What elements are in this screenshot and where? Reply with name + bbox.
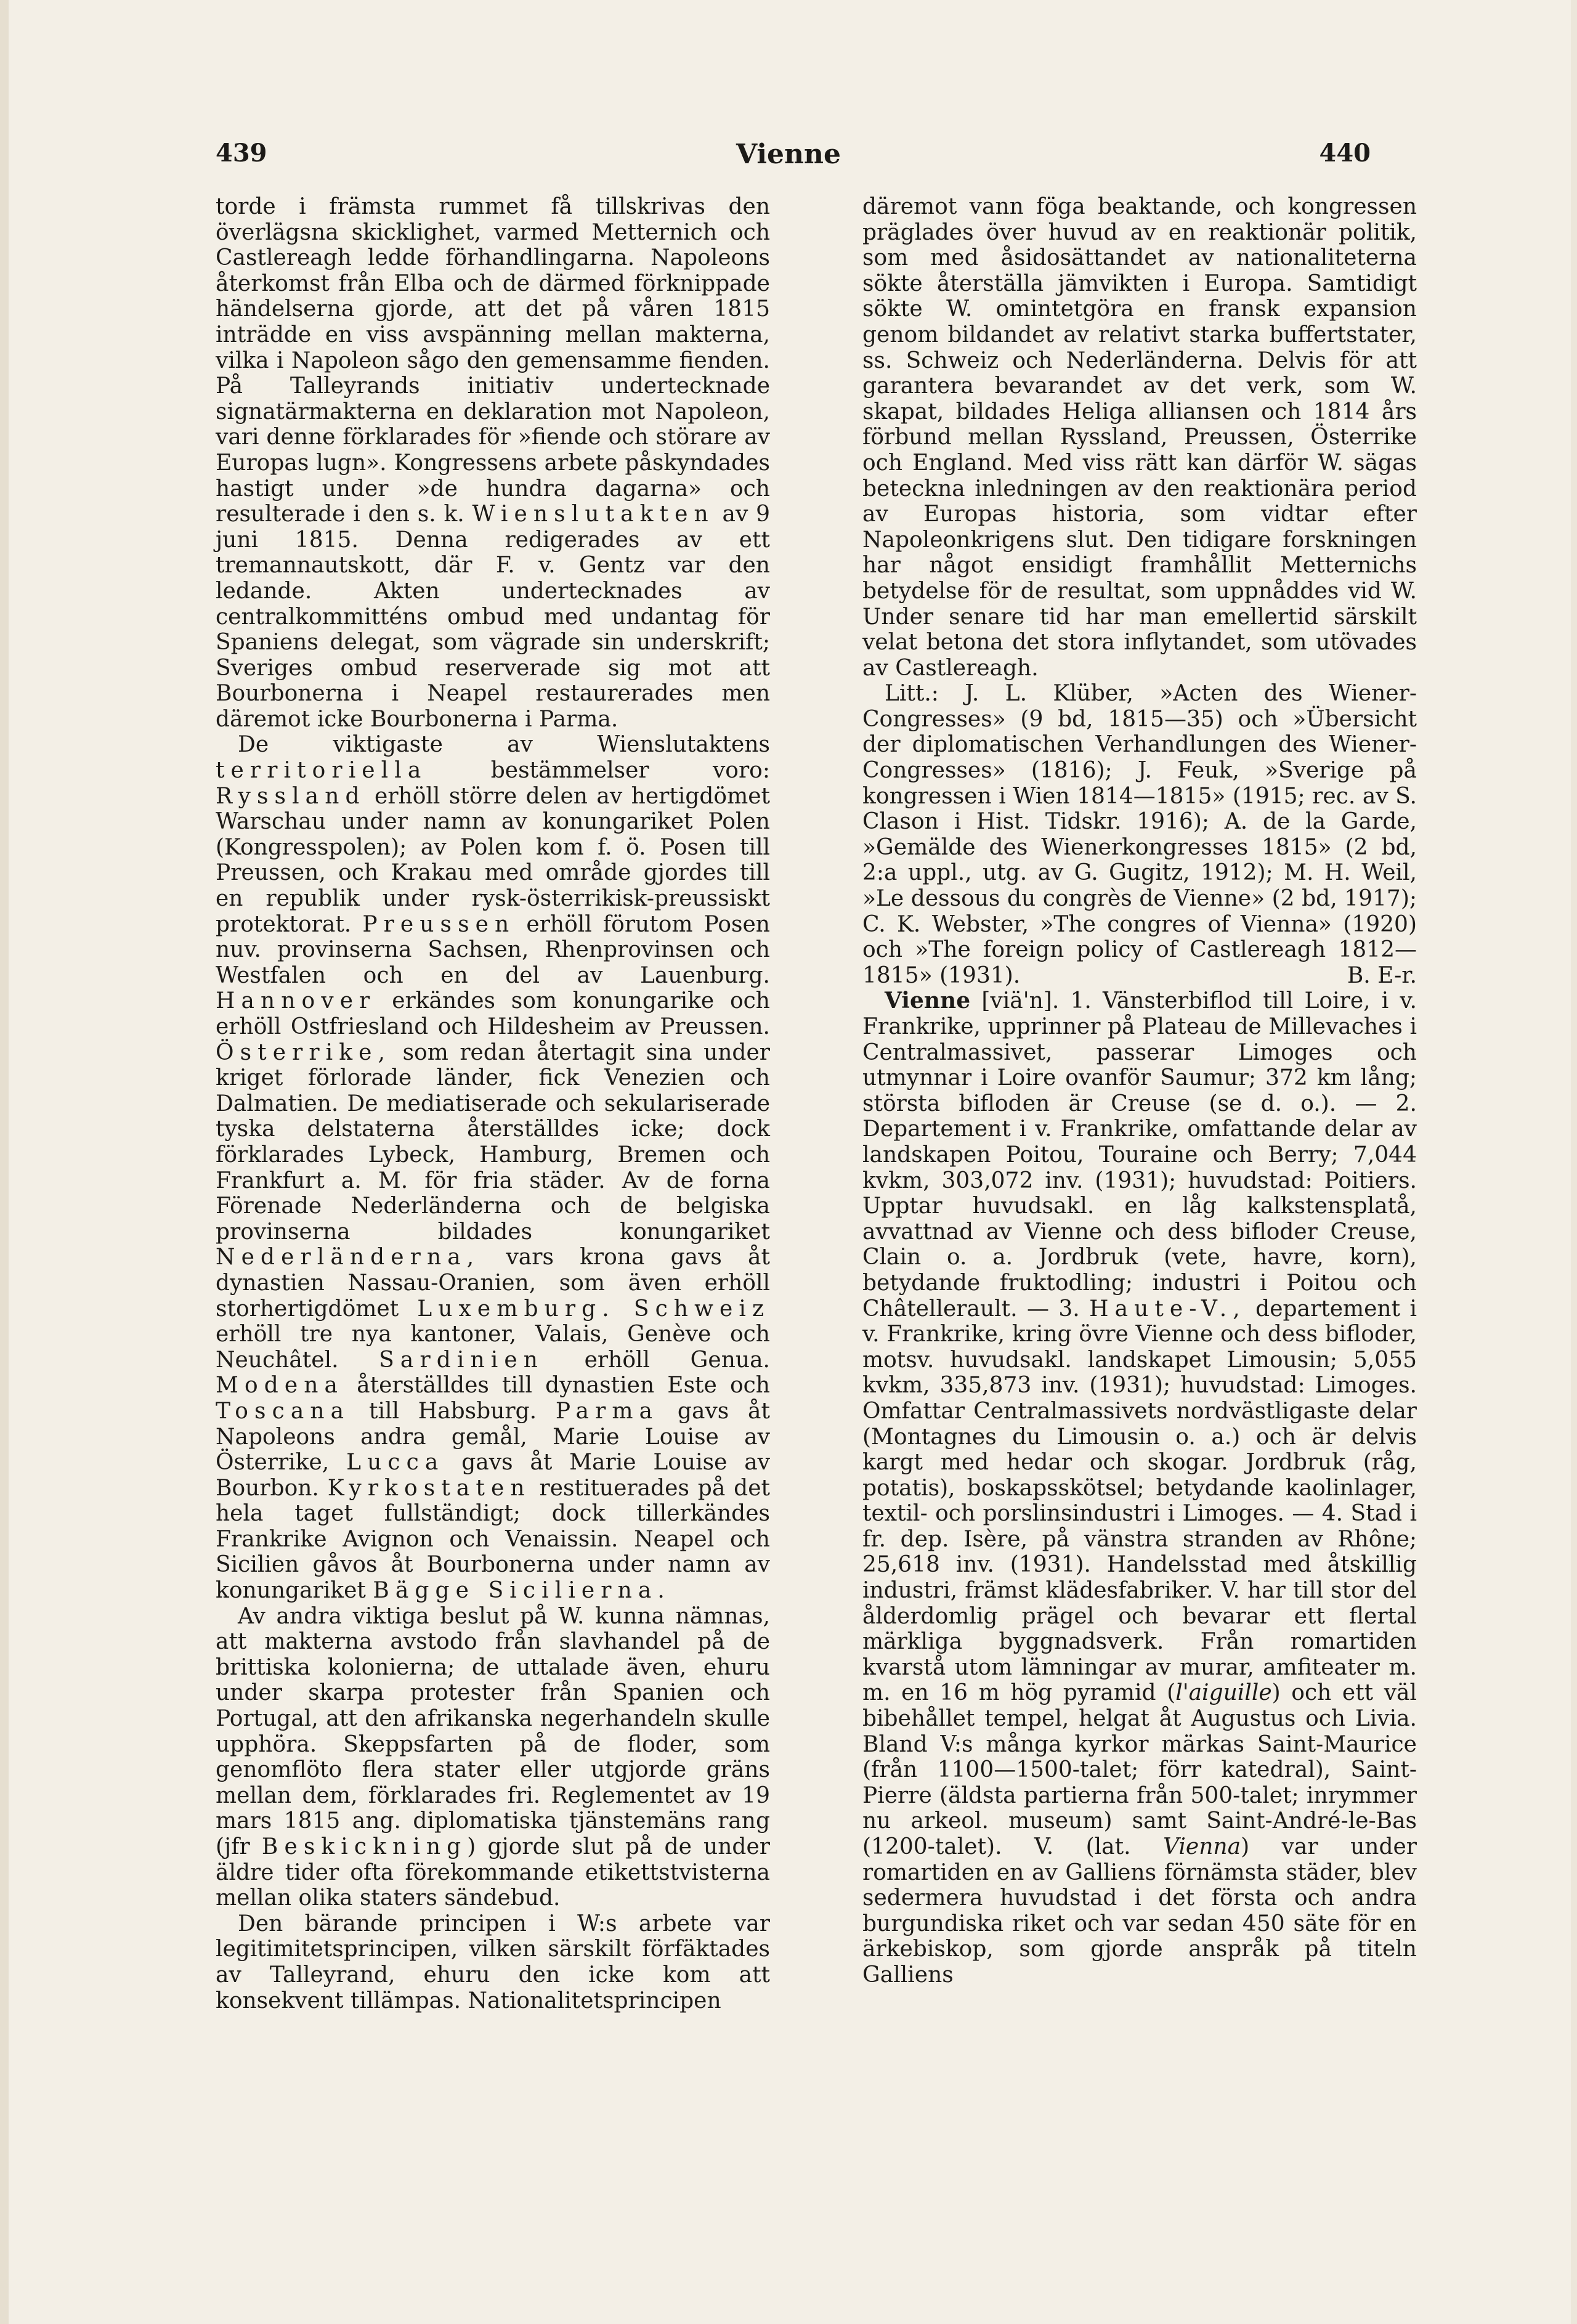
- spaced-term: Modena: [216, 1373, 344, 1399]
- text-run: gavs åt Marie Louise av Bourbon.: [216, 1450, 771, 1501]
- entry-vienne: [862, 988, 1417, 1988]
- italic-term: l'aiguille: [1175, 1680, 1272, 1706]
- text-run: De viktigaste av Wienslutaktens: [238, 732, 770, 758]
- bibliography-text: Litt.: J. L. Klüber, »Acten des Wiener-Congresses» (9 bd, 1815—35) och »Übersicht der diplomatischen Verhandlungen des Wiener-Congresses» (1816); J. Feuk, »Sverige på kongressen i Wien 1814—1815» (1915; rec. av S. Clason i Hist. Tidskr. 1916); A. de la Garde, »Gemälde des Wienerkongresses 1815» (2 bd, 2:a uppl., utg. av G. Gugitz, 1912); M. H. Weil, »Le dessous du congrès de Vienne» (2 bd, 1917); C. K. Webster, »The congres of Vienna» (1920) och »The foreign policy of Castlereagh 1812—1815» (1931).: [862, 681, 1417, 988]
- text-run: restituerades på det hela taget fullständigt; dock tillerkändes Frankrike Avignon och Venaissin. Neapel och Sicilien gåvos åt Bourbonerna under namn av konungariket: [216, 1475, 770, 1604]
- spaced-term: Parma: [555, 1398, 659, 1424]
- paragraph-legitimacy-principle: Den bärande principen i W:s arbete var legitimitetsprincipen, vilken särskilt förfäktades av Talleyrand, ehuru den icke kom att konsekvent tillämpas. Nationalitetsprincipen: [216, 1911, 770, 2013]
- text-run: [viä'n]. 1. Vänsterbiflod till Loire, i v. Frankrike, upprinner på Plateau de Millevaches i Centralmassivet, passerar Limoges och utmynnar i Loire ovanför Saumur; 372 km lång; största bifloden är Creuse (se d. o.). — 2. Departement i v. Frankrike, omfattande delar av landskapen Poitou, Touraine och Berry; 7,044 kvkm, 303,072 inv. (1931); huvudstad: Poitiers. Upptar huvudsakl. en låg kalkstensplatå, avvattnad av Vienne och dess bifloder Creuse, Clain o. a. Jordbruk (vete, havre, korn), betydande fruktodling; industri i Poitou och Châtellerault. — 3.: [862, 988, 1417, 1322]
- text-run: erhöll tre nya kantoner, Valais, Genève och Neuchâtel.: [216, 1322, 770, 1373]
- page-number-right: 440: [1319, 139, 1371, 168]
- spaced-term: Schweiz: [633, 1296, 770, 1322]
- text-run: Av andra viktiga beslut på W. kunna nämnas, att makterna avstodo från slavhandel på de brittiska kolonierna; de uttalade även, ehuru under skarpa protester från Spanien och Portugal, att den afrikanska negerhandeln skulle upphöra. Skeppsfarten på de floder, som genomflöto flera stater eller utgjorde gräns mellan dem, förklarades fri. Reglementet av 19 mars 1815 ang. diplomatiska tjänstemäns rang (jfr: [216, 1603, 770, 1859]
- spaced-term: Kyrkostaten: [327, 1475, 531, 1501]
- spaced-term: Bägge Sicilierna.: [373, 1578, 671, 1604]
- text-run: ) gjorde slut på de under äldre tider ofta förekommande etikettstvisterna mellan olika staters sändebud.: [216, 1834, 770, 1911]
- paragraph-territorial-provisions: [216, 732, 770, 1603]
- text-run: bestämmelser voro:: [490, 758, 770, 784]
- spaced-term: Preussen: [362, 911, 516, 937]
- text-run: som redan återtagit sina under kriget förlorade länder, fick Venezien och Dalmatien. De mediatiserade och sekulariserade tyska delstaterna återställdes icke; dock förklarades Lybeck, Hamburg, Bremen och Frankfurt a. M. för fria städer. Av de forna Förenade Nederländerna och de belgiska provinserna bildades konungariket: [216, 1039, 770, 1245]
- text-run: återställdes till dynastien Este och: [357, 1373, 770, 1399]
- entry-headword: Vienne: [885, 988, 971, 1014]
- right-column: [862, 194, 1417, 1988]
- text-run: av 9 juni 1815. Denna redigerades av ett tremannautskott, där F. v. Gentz var den ledande. Akten undertecknades av centralkommitténs ombud med undantag för Spaniens delegat, som vägrade sin underskrift; Sveriges ombud reserverade sig mot att Bourbonerna i Neapel restaurerades men däremot icke Bourbonerna i Parma.: [216, 502, 771, 732]
- spaced-term: Hannover: [216, 988, 376, 1014]
- paragraph-congress-outcome: [216, 194, 770, 732]
- page-number-left: 439: [216, 139, 267, 168]
- italic-term: Vienna: [1163, 1834, 1241, 1859]
- spaced-term: Ryssland: [216, 783, 366, 809]
- cross-reference: Beskickning: [261, 1834, 468, 1859]
- text-run: erhöll förutom Posen nuv. provinserna Sachsen, Rhenprovinsen och Westfalen och en del av Lauenburg.: [216, 911, 770, 988]
- bibliography: [862, 681, 1417, 988]
- paragraph-reaction-politics: däremot vann föga beaktande, och kongressen präglades över huvud av en reaktionär politik, som med åsidosättandet av nationaliteterna sökte återställa jämvikten i Europa. Samtidigt sökte W. omintetgöra en fransk expansion genom bildandet av relativt starka buffertstater, ss. Schweiz och Nederländerna. Delvis för att garantera bevarandet av det verk, som W. skapat, bildades Heliga alliansen och 1814 års förbund mellan Ryssland, Preussen, Österrike och England. Med viss rätt kan därför W. sägas beteckna inledningen av den reaktionära period av Europas historia, som vidtar efter Napoleonkrigens slut. Den tidigare forskningen har något ensidigt framhållit Metternichs betydelse för de resultat, som uppnåddes vid W. Under senare tid har man emellertid särskilt velat betona det stora inflytandet, som utövades av Castlereagh.: [862, 194, 1417, 681]
- spaced-term: Haute-V.,: [1089, 1296, 1246, 1322]
- author-signature: B. E-r.: [1347, 962, 1417, 988]
- spaced-term: territoriella: [216, 758, 428, 784]
- spaced-term: Österrike,: [216, 1039, 392, 1065]
- spaced-term: Nederländerna,: [216, 1245, 480, 1270]
- text-run: erhöll Genua.: [584, 1347, 770, 1373]
- spaced-term: Toscana: [216, 1398, 351, 1424]
- spaced-term: Luxemburg.: [417, 1296, 615, 1322]
- spaced-term: Sardinien: [379, 1347, 544, 1373]
- page-header: [0, 139, 1577, 182]
- text-run: ) och ett väl bibehållet tempel, helgat åt Augustus och Livia. Bland V:s många kyrkor märkas Saint-Maurice (från 1100—1500-talet; förr katedral), Saint-Pierre (äldsta partierna från 500-talet; inrymmer nu arkeol. museum) samt Saint-André-le-Bas (1200-talet). V. (lat.: [862, 1680, 1417, 1859]
- left-column: [216, 194, 770, 2013]
- spaced-term: Wienslutakten: [472, 502, 715, 527]
- text-run: departement i v. Frankrike, kring övre Vienne och dess bifloder, motsv. huvudsakl. landskapet Limousin; 5,055 kvkm, 335,873 inv. (1931); huvudstad: Limoges. Omfattar Centralmassivets nordvästligaste delar (Montagnes du Limousin o. a.) och är delvis kargt med hedar och skogar. Jordbruk (råg, potatis), boskapsskötsel; betydande kaolinlager, textil- och porslinsindustri i Limoges. — 4. Stad i fr. dep. Isère, på vänstra stranden av Rhône; 25,618 inv. (1931). Handelsstad med åtskillig industri, främst klädesfabriker. V. har till stor del ålderdomlig prägel och bevarar ett flertal märkliga byggnadsverk. Från romartiden kvarstå utom lämningar av murar, amfiteater m. m. en 16 m hög pyramid (: [862, 1296, 1417, 1706]
- text-run: gavs åt Napoleons andra gemål, Marie Louise av Österrike,: [216, 1398, 770, 1476]
- text-run: ) var under romartiden en av Galliens förnämsta städer, blev sedermera huvudstad i det första och andra burgundiska riket och var sedan 450 säte för en ärkebiskop, som gjorde anspråk på titeln Galliens: [862, 1834, 1417, 1988]
- spaced-term: Lucca: [346, 1450, 445, 1476]
- text-run: erhöll större delen av hertigdömet Warschau under namn av konungariket Polen (Kongresspolen); av Polen kom f. ö. Posen till Preussen, och Krakau med område gjordes till en republik under rysk-österrikisk-preussiskt protektorat.: [216, 783, 770, 937]
- text-run: torde i främsta rummet få tillskrivas den överlägsna skicklighet, varmed Metternich och Castlereagh ledde förhandlingarna. Napoleons återkomst från Elba och de därmed förknippade händelserna gjorde, att det på våren 1815 inträdde en viss avspänning mellan makterna, vilka i Napoleon sågo den gemensamme fienden. På Talleyrands initiativ undertecknade signatärmakterna en deklaration mot Napoleon, vari denne förklarades för »fiende och störare av Europas lugn». Kongressens arbete påskyndades hastigt under »de hundra dagarna» och resulterade i den s. k.: [216, 194, 770, 527]
- running-title: Vienne: [736, 139, 841, 170]
- paragraph-other-decisions: [216, 1604, 770, 1911]
- text-run: vars krona gavs åt dynastien Nassau-Oranien, som även erhöll storhertigdömet: [216, 1245, 770, 1322]
- text-run: erkändes som konungarike och erhöll Ostfriesland och Hildesheim av Preussen.: [216, 988, 770, 1039]
- text-run: till Habsburg.: [368, 1398, 537, 1424]
